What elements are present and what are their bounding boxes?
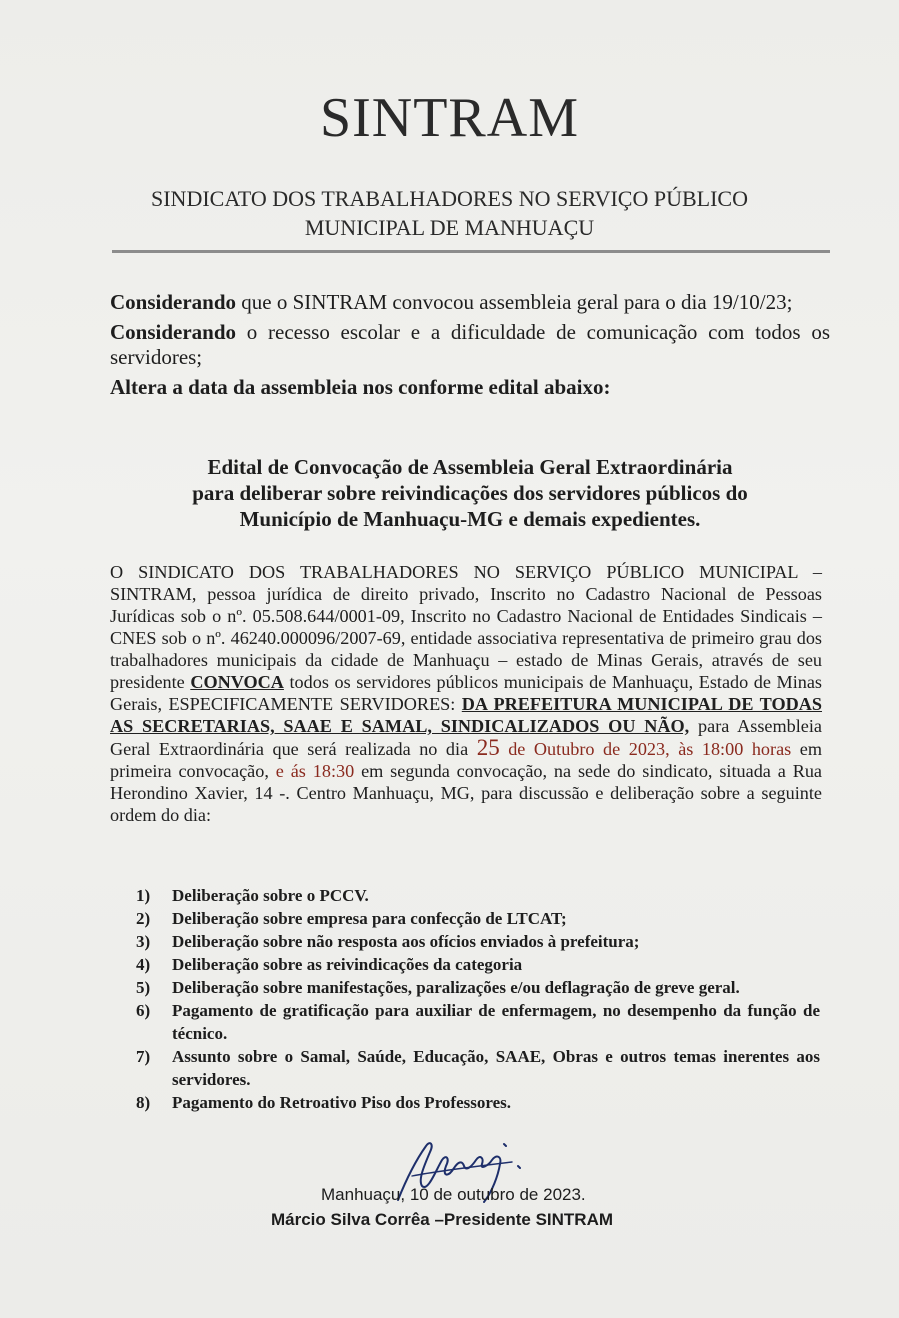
intro-paragraph-1 — [110, 290, 830, 315]
intro-paragraph-3 — [110, 375, 830, 400]
intro-text-2: o recesso escolar e a dificuldade de comunicação com todos os servidores; — [110, 320, 830, 369]
list-item — [136, 1045, 820, 1091]
body-part-1: O SINDICATO DOS TRABALHADORES NO SERVIÇO PÚBLICO MUNICIPAL – SINTRAM, pessoa jurídica de direito privado, Inscrito no Cadastro Nacional de Pessoas Jurídicas sob o nº. 05.508.644/0001-09, Inscrito no Cadastro Nacional de Entidades Sindicais – CNES sob o nº. 46240.000096/2007-69, entidade associativa representativa de primeiro grau dos trabalhadores municipais da cidade de Manhuaçu – estado de Minas Gerais, através de seu presidente — [110, 562, 822, 692]
list-item — [136, 999, 820, 1045]
agenda-number: 7) — [136, 1047, 151, 1066]
union-name-line-2: MUNICIPAL DE MANHUAÇU — [304, 215, 595, 240]
convoca-keyword: CONVOCA — [190, 672, 284, 692]
intro-text-1: que o SINTRAM convocou assembleia geral para o dia 19/10/23; — [236, 290, 793, 314]
list-item — [136, 930, 820, 953]
edital-heading-line-1: Edital de Convocação de Assembleia Geral Extraordinária — [207, 455, 733, 479]
assembly-date-time: de Outubro de 2023, às 18:00 horas — [499, 739, 792, 759]
agenda-number: 5) — [136, 978, 151, 997]
agenda-text: Pagamento de gratificação para auxiliar de enfermagem, no desempenho da função de técnico. — [172, 1001, 820, 1043]
list-item — [136, 907, 820, 930]
agenda-number: 2) — [136, 909, 151, 928]
agenda-text: Deliberação sobre as reivindicações da categoria — [172, 955, 523, 974]
union-name-line-1: SINDICATO DOS TRABALHADORES NO SERVIÇO PÚBLICO — [151, 186, 748, 211]
intro-text-3: Altera a data da assembleia nos conforme edital abaixo: — [110, 375, 611, 399]
agenda-text: Deliberação sobre o PCCV. — [172, 886, 369, 905]
servidores-scope: DA PREFEITURA MUNICIPAL DE TODAS AS SECRETARIAS, SAAE E SAMAL, SINDICALIZADOS OU NÃO, — [110, 694, 822, 736]
agenda-text: Pagamento do Retroativo Piso dos Professores. — [172, 1093, 512, 1112]
intro-keyword-2: Considerando — [110, 320, 237, 344]
list-item — [136, 1091, 820, 1114]
agenda-text: Deliberação sobre manifestações, paralizações e/ou deflagração de greve geral. — [172, 978, 740, 997]
signature-date: Manhuaçu, 10 de outubro de 2023. — [321, 1185, 586, 1204]
list-item — [136, 976, 820, 999]
assembly-day: 25 — [476, 735, 500, 760]
signer-name: Márcio Silva Corrêa –Presidente SINTRAM — [271, 1210, 614, 1229]
body-part-2: todos os servidores públicos municipais de Manhuaçu, Estado de Minas Gerais, ESPECIFICAMENTE SERVIDORES: — [110, 672, 822, 714]
agenda-number: 1) — [136, 886, 151, 905]
edital-heading-line-3: Município de Manhuaçu-MG e demais expedientes. — [239, 507, 701, 531]
agenda-list — [136, 884, 820, 1114]
second-call-time: e ás 18:30 — [275, 761, 355, 781]
intro-section — [110, 290, 830, 405]
document-title: SINTRAM — [319, 87, 580, 149]
edital-heading — [110, 454, 830, 532]
header-divider — [112, 250, 830, 253]
body-part-3: para Assembleia Geral Extraordinária que será realizada no dia — [110, 716, 822, 759]
list-item — [136, 884, 820, 907]
union-full-name — [0, 184, 899, 242]
list-item — [136, 953, 820, 976]
agenda-text: Deliberação sobre empresa para confecção de LTCAT; — [172, 909, 567, 928]
agenda-number: 8) — [136, 1093, 151, 1112]
agenda-text: Deliberação sobre não resposta aos ofícios enviados à prefeitura; — [172, 932, 640, 951]
edital-heading-line-2: para deliberar sobre reivindicações dos servidores públicos do — [192, 481, 748, 505]
intro-keyword-1: Considerando — [110, 290, 237, 314]
convocation-paragraph — [110, 561, 822, 826]
intro-paragraph-2 — [110, 320, 830, 370]
agenda-number: 4) — [136, 955, 151, 974]
body-part-4: em primeira convocação, — [110, 739, 822, 781]
agenda-number: 3) — [136, 932, 151, 951]
agenda-text: Assunto sobre o Samal, Saúde, Educação, SAAE, Obras e outros temas inerentes aos servidores. — [172, 1047, 820, 1089]
agenda-number: 6) — [136, 1001, 151, 1020]
body-part-5: em segunda convocação, na sede do sindicato, situada a Rua Herondino Xavier, 14 -. Centro Manhuaçu, MG, para discussão e deliberação sobre a seguinte ordem do dia: — [110, 761, 822, 825]
